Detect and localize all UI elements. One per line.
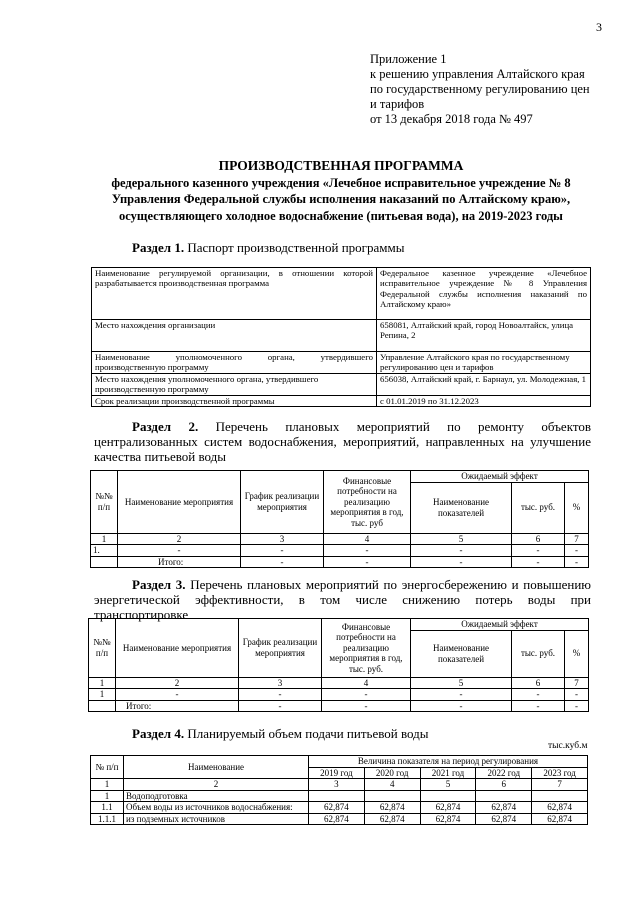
table-cell: 1. [91, 545, 118, 557]
table-cell: с 01.01.2019 по 31.12.2023 [377, 396, 591, 407]
header-year: 2023 год [532, 767, 588, 779]
table-cell: 656038, Алтайский край, г. Барнаул, ул. Молодежная, 1 [377, 374, 591, 396]
appendix-line: и тарифов [370, 97, 425, 111]
table-cell: 1 [89, 677, 116, 689]
energy-saving-table [88, 618, 589, 712]
table-total-row [89, 700, 589, 712]
table-cell: - [239, 700, 322, 712]
table-cell: - [324, 545, 411, 557]
table-row [91, 790, 588, 802]
table-cell: - [118, 545, 241, 557]
table-row [92, 352, 591, 374]
table-cell: 3 [309, 779, 365, 791]
table-cell [476, 790, 532, 802]
table-cell: из подземных источников [124, 813, 309, 825]
header-effect: Ожидаемый эффект [411, 619, 589, 631]
title-line: Управления Федеральной службы исполнения наказаний по Алтайскому краю», [111, 192, 571, 206]
table-cell: - [565, 700, 589, 712]
table-cell [532, 790, 588, 802]
header-name: Наименование мероприятия [118, 471, 241, 534]
header-effect: Ожидаемый эффект [411, 471, 589, 483]
table-cell: 6 [512, 677, 565, 689]
appendix-line: Приложение 1 [370, 52, 447, 66]
header-year: 2019 год [309, 767, 365, 779]
section1-text: Паспорт производственной программы [187, 240, 405, 255]
title-main: ПРОИЗВОДСТВЕННАЯ ПРОГРАММА [218, 158, 464, 173]
table-cell: 3 [241, 533, 324, 545]
section4-label: Раздел 4. [132, 726, 185, 741]
header-percent: % [565, 630, 589, 677]
header-indicator: Наименование показателей [411, 482, 512, 533]
table-cell: 4 [324, 533, 411, 545]
page-number: 3 [596, 20, 602, 34]
table-cell: Водоподготовка [124, 790, 309, 802]
table-header-row [91, 756, 588, 768]
table-cell: 2 [116, 677, 239, 689]
header-finance: Финансовые потребности на реализацию мероприятия в год, тыс. руб [324, 471, 411, 534]
header-thousand: тыс. руб. [512, 482, 565, 533]
header-num: №№ п/п [89, 619, 116, 678]
table-cell: Объем воды из источников водоснабжения: [124, 802, 309, 814]
table-cell: 62,874 [364, 802, 420, 814]
header-year: 2021 год [420, 767, 476, 779]
table-cell: 62,874 [420, 802, 476, 814]
table-cell: Управление Алтайского края по государственному регулированию цен и тарифов [377, 352, 591, 374]
table-cell: 1.1.1 [91, 813, 124, 825]
table-header-row [91, 471, 589, 483]
table-cell: - [411, 689, 512, 701]
table-cell: - [565, 689, 589, 701]
unit-label: тыс.куб.м [548, 741, 588, 751]
header-percent: % [565, 482, 589, 533]
table-cell: Федеральное казенное учреждение «Лечебное исправительное учреждение № 8 Управления Федеральной службы исполнения наказаний по Алтайскому краю» [377, 268, 591, 320]
header-finance: Финансовые потребности на реализацию мероприятия в год, тыс. руб. [322, 619, 411, 678]
water-supply-volume-table [90, 755, 588, 825]
table-cell: 7 [565, 533, 589, 545]
table-cell [420, 790, 476, 802]
table-row [91, 802, 588, 814]
table-row [91, 813, 588, 825]
table-cell: 7 [565, 677, 589, 689]
header-schedule: График реализации мероприятия [239, 619, 322, 678]
table-cell: 1 [89, 689, 116, 701]
table-cell [309, 790, 365, 802]
section1-heading [132, 240, 404, 255]
repair-measures-table [90, 470, 589, 568]
header-num: № п/п [91, 756, 124, 779]
table-cell: 1 [91, 790, 124, 802]
table-cell: - [411, 545, 512, 557]
table-row [91, 545, 589, 557]
table-index-row [91, 779, 588, 791]
section3-label: Раздел 3. [132, 577, 186, 592]
table-cell: - [565, 545, 589, 557]
table-cell: Место нахождения организации [92, 320, 377, 352]
appendix-block [370, 52, 630, 127]
table-cell: 62,874 [476, 802, 532, 814]
table-row [89, 689, 589, 701]
table-cell: 4 [364, 779, 420, 791]
table-cell: - [241, 556, 324, 568]
table-cell: - [322, 689, 411, 701]
table-cell: 2 [118, 533, 241, 545]
table-total-row [91, 556, 589, 568]
table-cell: - [116, 689, 239, 701]
table-cell: 62,874 [476, 813, 532, 825]
table-cell: 62,874 [309, 813, 365, 825]
document-title [86, 158, 596, 224]
header-name: Наименование мероприятия [116, 619, 239, 678]
header-schedule: График реализации мероприятия [241, 471, 324, 534]
section4-heading [132, 726, 429, 741]
table-cell: 7 [532, 779, 588, 791]
table-cell: 658081, Алтайский край, город Новоалтайск, улица Репина, 2 [377, 320, 591, 352]
header-year: 2020 год [364, 767, 420, 779]
table-index-row [89, 677, 589, 689]
total-label: Итого: [118, 556, 241, 568]
table-cell: - [411, 700, 512, 712]
table-cell: 5 [411, 533, 512, 545]
table-cell: 62,874 [309, 802, 365, 814]
header-num: №№ п/п [91, 471, 118, 534]
table-cell: 6 [476, 779, 532, 791]
appendix-line: к решению управления Алтайского края [370, 67, 585, 81]
appendix-line: от 13 декабря 2018 года № 497 [370, 112, 533, 126]
title-line: осуществляющего холодное водоснабжение (питьевая вода), на 2019-2023 годы [119, 208, 563, 223]
table-row [92, 268, 591, 320]
header-name: Наименование [124, 756, 309, 779]
table-cell: Место нахождения уполномоченного органа, утвердившего производственную программу [92, 374, 377, 396]
table-cell: 1 [91, 533, 118, 545]
table-cell: Наименование уполномоченного органа, утвердившего производственную программу [92, 352, 377, 374]
table-cell: 62,874 [420, 813, 476, 825]
table-header-row [89, 619, 589, 631]
table-cell: - [512, 545, 565, 557]
section2-text: Перечень плановых мероприятий по ремонту объектов централизованных систем водоснабжения, мероприятий, направленных на улучшение качества питьевой воды [94, 419, 591, 464]
section1-label: Раздел 1. [132, 240, 185, 255]
section2-label: Раздел 2. [132, 419, 199, 434]
table-cell: - [324, 556, 411, 568]
table-cell [91, 556, 118, 568]
total-label: Итого: [116, 700, 239, 712]
table-cell: 5 [420, 779, 476, 791]
table-cell: 5 [411, 677, 512, 689]
table-cell: - [411, 556, 512, 568]
table-cell: - [512, 700, 565, 712]
table-cell: 6 [512, 533, 565, 545]
section2-heading [94, 419, 591, 464]
table-row [92, 396, 591, 407]
passport-table [91, 267, 591, 407]
header-period: Величина показателя на период регулирования [309, 756, 588, 768]
table-cell: - [239, 689, 322, 701]
table-cell: 2 [124, 779, 309, 791]
table-cell: 4 [322, 677, 411, 689]
appendix-line: по государственному регулированию цен [370, 82, 590, 96]
table-cell: - [512, 556, 565, 568]
table-cell: 3 [239, 677, 322, 689]
table-cell: - [241, 545, 324, 557]
table-cell: 1.1 [91, 802, 124, 814]
header-thousand: тыс. руб. [512, 630, 565, 677]
header-year: 2022 год [476, 767, 532, 779]
table-row [92, 374, 591, 396]
section4-text: Планируемый объем подачи питьевой воды [187, 726, 429, 741]
table-cell: - [512, 689, 565, 701]
table-cell: - [565, 556, 589, 568]
table-cell: Срок реализации производственной программы [92, 396, 377, 407]
table-cell [89, 700, 116, 712]
table-cell: 62,874 [364, 813, 420, 825]
section3-heading [94, 577, 591, 622]
table-cell: Наименование регулируемой организации, в отношении которой разрабатывается производственная программа [92, 268, 377, 320]
table-cell: 62,874 [532, 813, 588, 825]
table-cell: 62,874 [532, 802, 588, 814]
section3-text: Перечень плановых мероприятий по энергосбережению и повышению энергетической эффективности, в том числе снижению потерь воды при транспортировке [94, 577, 591, 622]
table-index-row [91, 533, 589, 545]
table-cell [364, 790, 420, 802]
table-cell: - [322, 700, 411, 712]
table-cell: 1 [91, 779, 124, 791]
table-row [92, 320, 591, 352]
title-line: федерального казенного учреждения «Лечебное исправительное учреждение № 8 [111, 175, 571, 190]
header-indicator: Наименование показателей [411, 630, 512, 677]
